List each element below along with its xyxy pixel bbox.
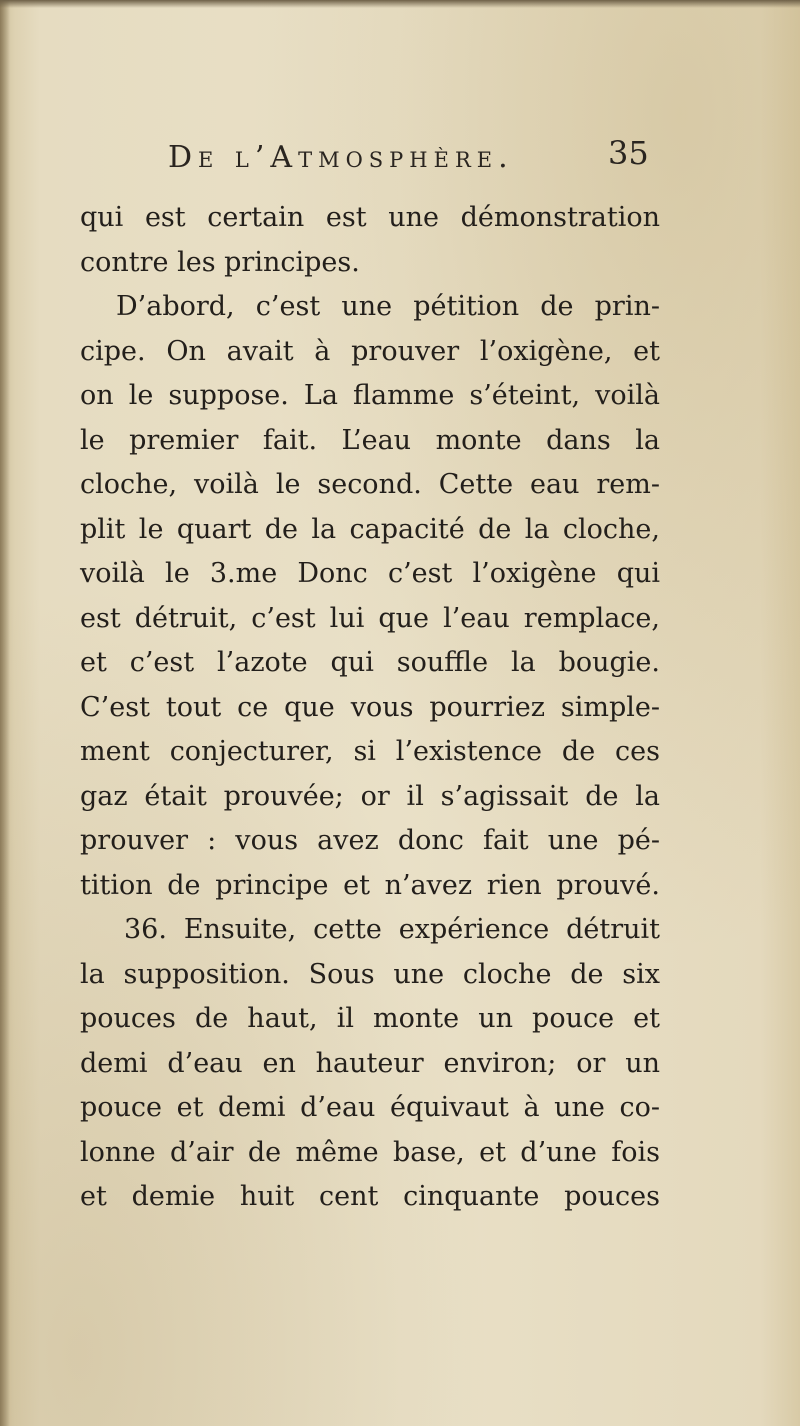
text-line: D’abord, c’est une pétition de prin-	[116, 291, 660, 322]
text-line: gaz était prouvée; or il s’agissait de la	[80, 780, 660, 812]
text-line: le premier fait. L’eau monte dans la	[80, 424, 660, 456]
text-line: cipe. On avait à prouver l’oxigène, et	[80, 335, 660, 367]
page-number: 35	[608, 134, 649, 172]
text-line: tition de principe et n’avez rien prouvé.	[80, 869, 660, 901]
text-line: ment conjecturer, si l’existence de ces	[80, 736, 660, 767]
text-line: et c’est l’azote qui souffle la bougie.	[80, 647, 660, 678]
text-line: voilà le 3.me Donc c’est l’oxigène qui	[80, 558, 660, 589]
running-head: De l’Atmosphère.	[168, 140, 514, 175]
text-line: qui est certain est une démonstration	[80, 202, 660, 233]
text-line: plit le quart de la capacité de la cloche,	[80, 513, 660, 545]
text-line: prouver : vous avez donc fait une pé-	[80, 825, 660, 856]
text-line: est détruit, c’est lui que l’eau remplace,	[80, 602, 660, 634]
text-line: la supposition. Sous une cloche de six	[80, 958, 660, 990]
text-line: 36. Ensuite, cette expérience détruit	[124, 914, 660, 945]
text-line: lonne d’air de même base, et d’une fois	[80, 1136, 660, 1168]
text-line: demi d’eau en hauteur environ; or un	[80, 1047, 660, 1079]
text-line: contre les principes.	[80, 246, 360, 278]
body-text	[80, 196, 660, 1220]
text-line: pouce et demi d’eau équivaut à une co-	[80, 1092, 660, 1123]
text-line: pouces de haut, il monte un pouce et	[80, 1003, 660, 1034]
text-line: C’est tout ce que vous pourriez simple-	[80, 691, 660, 723]
text-line: et demie huit cent cinquante pouces	[80, 1181, 660, 1212]
text-line: on le suppose. La flamme s’éteint, voilà	[80, 380, 660, 411]
text-line: cloche, voilà le second. Cette eau rem-	[80, 469, 660, 500]
